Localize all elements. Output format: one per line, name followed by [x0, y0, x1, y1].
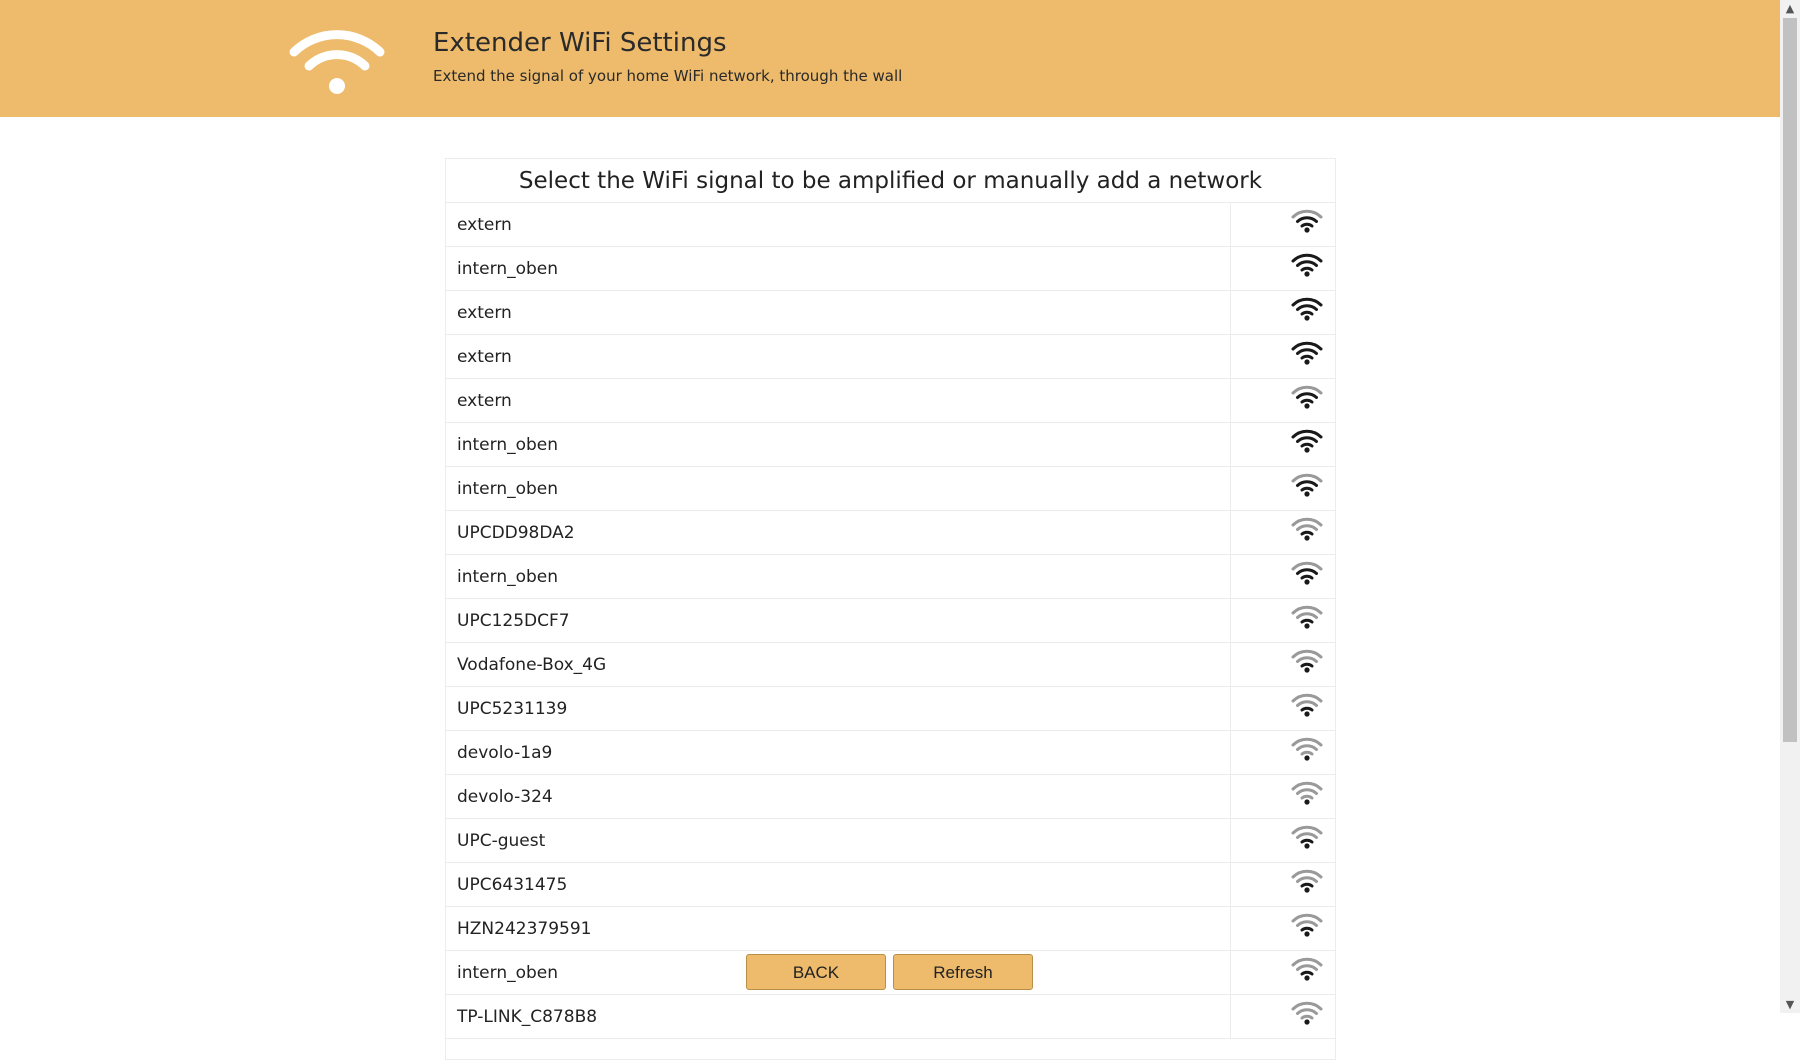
column-divider	[1230, 907, 1231, 950]
network-row[interactable]	[446, 511, 1335, 555]
wifi-signal-icon	[1291, 340, 1323, 366]
network-row[interactable]	[446, 291, 1335, 335]
column-divider	[1230, 819, 1231, 862]
network-name: extern	[457, 303, 512, 323]
column-divider	[1230, 247, 1231, 290]
scrollbar-thumb[interactable]	[1783, 18, 1797, 742]
column-divider	[1230, 555, 1231, 598]
network-list-panel	[445, 158, 1336, 1060]
column-divider	[1230, 423, 1231, 466]
network-row[interactable]	[446, 907, 1335, 951]
network-row[interactable]	[446, 687, 1335, 731]
network-row[interactable]	[446, 599, 1335, 643]
wifi-signal-icon	[1291, 912, 1323, 938]
column-divider	[1230, 775, 1231, 818]
network-row[interactable]	[446, 335, 1335, 379]
network-row[interactable]	[446, 819, 1335, 863]
network-name: UPC-guest	[457, 831, 546, 851]
wifi-signal-icon	[1291, 560, 1323, 586]
column-divider	[1230, 291, 1231, 334]
network-row[interactable]	[446, 247, 1335, 291]
wifi-signal-icon	[1291, 780, 1323, 806]
network-row[interactable]	[446, 995, 1335, 1039]
network-name: devolo-1a9	[457, 743, 553, 763]
wifi-signal-icon	[1291, 516, 1323, 542]
network-row[interactable]	[446, 379, 1335, 423]
network-name: HZN242379591	[457, 919, 592, 939]
column-divider	[1230, 467, 1231, 510]
network-row[interactable]	[446, 203, 1335, 247]
wifi-signal-icon	[1291, 648, 1323, 674]
column-divider	[1230, 643, 1231, 686]
wifi-signal-icon	[1291, 868, 1323, 894]
network-name: UPC5231139	[457, 699, 568, 719]
network-name: extern	[457, 347, 512, 367]
network-name: TP-LINK_C878B8	[457, 1007, 598, 1027]
wifi-signal-icon	[1291, 384, 1323, 410]
column-divider	[1230, 731, 1231, 774]
wifi-signal-icon	[1291, 428, 1323, 454]
network-name: intern_oben	[457, 963, 559, 983]
network-list	[446, 203, 1335, 1039]
column-divider	[1230, 511, 1231, 554]
back-button[interactable]: BACK	[746, 954, 886, 990]
network-name: devolo-324	[457, 787, 553, 807]
network-name: Vodafone-Box_4G	[457, 655, 607, 675]
network-name: UPCDD98DA2	[457, 523, 575, 543]
column-divider	[1230, 335, 1231, 378]
network-row[interactable]	[446, 951, 1335, 995]
header-bar	[0, 0, 1780, 117]
page-subtitle: Extend the signal of your home WiFi network, through the wall	[433, 67, 903, 85]
network-row[interactable]	[446, 775, 1335, 819]
column-divider	[1230, 995, 1231, 1038]
refresh-button[interactable]: Refresh	[893, 954, 1033, 990]
wifi-signal-icon	[1291, 472, 1323, 498]
network-name: intern_oben	[457, 567, 559, 587]
network-row[interactable]	[446, 555, 1335, 599]
wifi-signal-icon	[1291, 208, 1323, 234]
network-name: UPC6431475	[457, 875, 568, 895]
network-name: intern_oben	[457, 259, 559, 279]
wifi-signal-icon	[1291, 956, 1323, 982]
column-divider	[1230, 687, 1231, 730]
network-row[interactable]	[446, 467, 1335, 511]
page-title: Extender WiFi Settings	[433, 28, 727, 58]
column-divider	[1230, 379, 1231, 422]
wifi-signal-icon	[1291, 296, 1323, 322]
network-row[interactable]	[446, 423, 1335, 467]
network-name: UPC125DCF7	[457, 611, 570, 631]
network-name: extern	[457, 215, 512, 235]
wifi-signal-icon	[1291, 736, 1323, 762]
wifi-signal-icon	[1291, 824, 1323, 850]
network-name: intern_oben	[457, 435, 559, 455]
network-row[interactable]	[446, 731, 1335, 775]
network-row[interactable]	[446, 863, 1335, 907]
network-name: extern	[457, 391, 512, 411]
vertical-scrollbar[interactable]	[1780, 0, 1800, 1013]
network-name: intern_oben	[457, 479, 559, 499]
column-divider	[1230, 203, 1231, 246]
wifi-signal-icon	[1291, 1000, 1323, 1026]
wifi-signal-icon	[1291, 252, 1323, 278]
network-row[interactable]	[446, 643, 1335, 687]
scroll-down-arrow-icon[interactable]: ▼	[1785, 998, 1795, 1011]
network-list-heading: Select the WiFi signal to be amplified or manually add a network	[446, 159, 1335, 203]
wifi-signal-icon	[1291, 604, 1323, 630]
column-divider	[1230, 863, 1231, 906]
column-divider	[1230, 951, 1231, 994]
column-divider	[1230, 599, 1231, 642]
wifi-signal-icon	[1291, 692, 1323, 718]
wifi-icon	[290, 26, 384, 98]
scroll-up-arrow-icon[interactable]: ▲	[1785, 2, 1795, 15]
